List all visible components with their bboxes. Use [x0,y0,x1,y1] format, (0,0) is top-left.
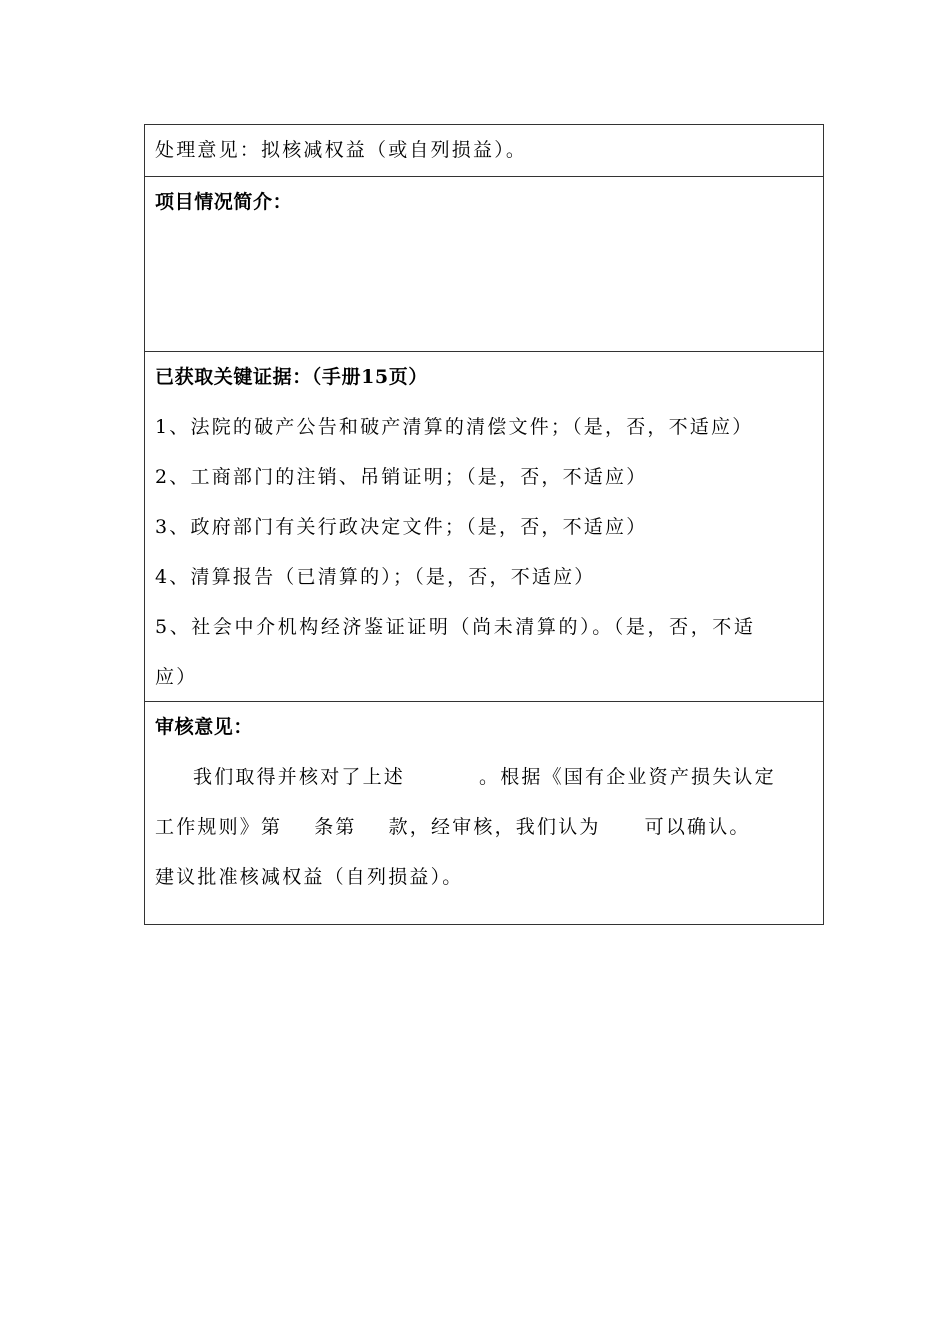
project-intro-row [145,176,823,351]
evidence-item-5-continued: 应） [155,666,198,688]
review-text-obtained: 我们取得并核对了上述 [193,766,406,788]
review-text-conclusion: 款，经审核，我们认为 [388,816,601,838]
review-paragraph-line-2 [155,802,813,852]
review-text-rule-reference: 。根据《国有企业资产损失认定 [479,766,776,788]
evidence-item-1: 1、法院的破产公告和破产清算的清偿文件；（是，否，不适应） [155,416,754,438]
evidence-item-4: 4、清算报告（已清算的）；（是，否，不适应） [155,566,596,588]
review-text-rules-article: 工作规则》第 [155,816,283,838]
key-evidence-heading: 已获取关键证据：（手册15页） [155,366,428,388]
evidence-item-2: 2、工商部门的注销、吊销证明；（是，否，不适应） [155,466,648,488]
handling-opinion-text: 处理意见：拟核减权益（或自列损益）。 [155,139,528,161]
project-intro-heading: 项目情况简介： [155,191,293,213]
review-paragraph-line-1 [155,752,813,802]
review-text-clause: 条第 [314,816,357,838]
review-text-confirm: 可以确认。 [644,816,751,838]
asset-loss-form-table [144,124,824,925]
key-evidence-row [145,351,823,701]
evidence-item-3: 3、政府部门有关行政决定文件；（是，否，不适应） [155,516,648,538]
handling-opinion-row [145,125,823,176]
review-recommendation: 建议批准核减权益（自列损益）。 [155,866,464,888]
review-opinion-row [145,701,823,924]
review-opinion-heading: 审核意见： [155,716,254,738]
evidence-item-5: 5、社会中介机构经济鉴证证明（尚未清算的）。（是，否，不适 [155,616,756,638]
